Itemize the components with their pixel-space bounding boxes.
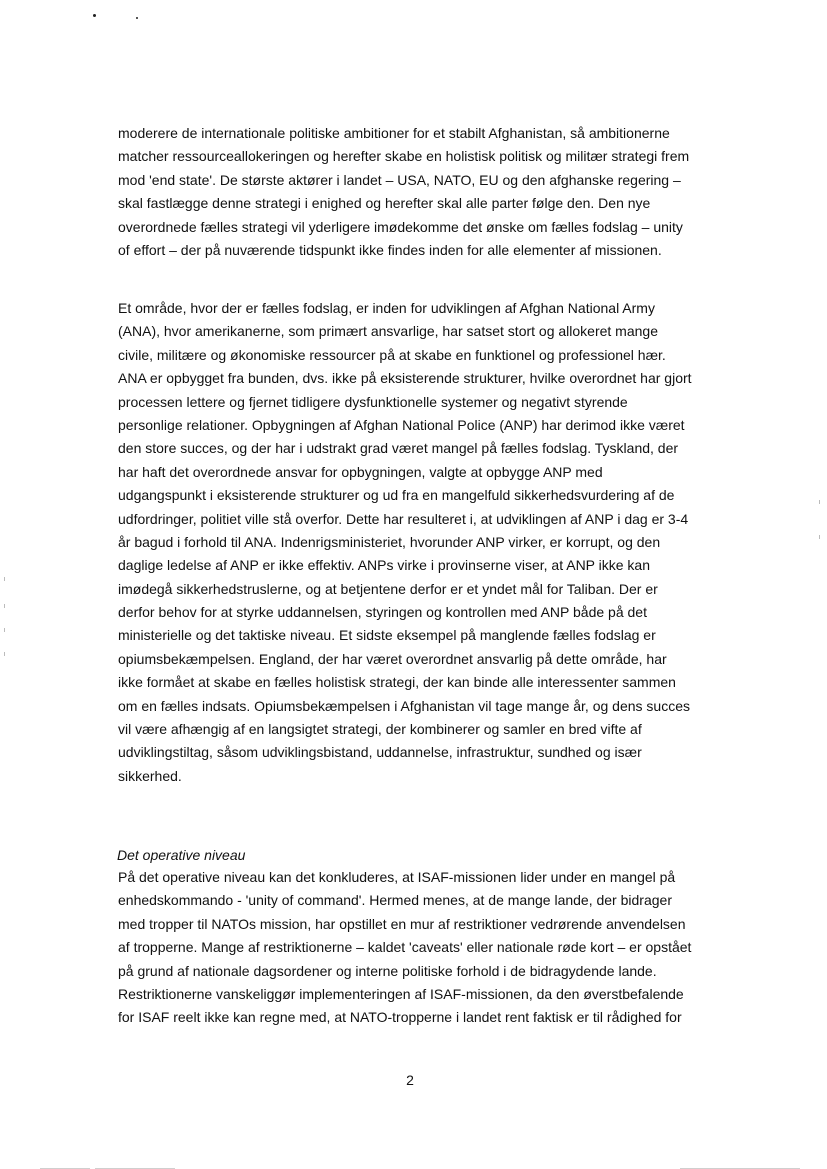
paragraph-1 xyxy=(118,122,718,262)
text-line: udviklingstiltag, såsom udviklingsbistand, uddannelse, infrastruktur, sundhed og især xyxy=(118,744,642,761)
text-line: af tropperne. Mange af restriktionerne – kaldet 'caveats' eller nationale røde kort – er opstået xyxy=(118,939,692,956)
text-line: ANA er opbygget fra bunden, dvs. ikke på eksisterende strukturer, hvilke overordnet har gjort xyxy=(118,370,692,387)
scan-speck xyxy=(93,14,96,17)
text-line: daglige ledelse af ANP er ikke effektiv. ANPs virke i provinserne viser, at ANP ikke kan xyxy=(118,557,651,574)
text-line: udgangspunkt i eksisterende strukturer og ud fra en mangelfuld sikkerhedsvurdering af de xyxy=(118,487,675,504)
text-line: sikkerhed. xyxy=(118,767,182,784)
text-line: på grund af nationale dagsordener og interne politiske forhold i de bidragydende lande. xyxy=(118,962,657,979)
text-line: moderere de internationale politiske ambitioner for et stabilt Afghanistan, så ambitionerne xyxy=(118,125,670,141)
text-line: den store succes, og der har i udstrakt grad været mangel på fælles fodslag. Tyskland, der xyxy=(118,440,679,457)
text-line: derfor behov for at styrke uddannelsen, styringen og kontrollen med ANP både på det xyxy=(118,604,647,621)
page-number: 2 xyxy=(406,1072,414,1088)
text-line: med tropper til NATOs mission, har opstillet en mur af restriktioner vedrørende anvendelsen xyxy=(118,915,686,932)
text-line: civile, militære og økonomiske ressourcer på at skabe en funktionel og professionel hær. xyxy=(118,346,666,363)
text-line: personlige relationer. Opbygningen af Afghan National Police (ANP) har derimod ikke været xyxy=(118,416,685,433)
text-line: På det operative niveau kan det konkluderes, at ISAF-missionen lider under en mangel på xyxy=(118,869,676,885)
text-line: overordnede fælles strategi vil yderligere imødekomme det ønske om fælles fodslag – unity xyxy=(118,218,683,235)
text-line: Et område, hvor der er fælles fodslag, er inden for udviklingen af Afghan National Army xyxy=(118,300,655,316)
text-line: matcher ressourceallokeringen og herefter skabe en holistisk politisk og militær strategi frem xyxy=(118,148,690,165)
text-line: ikke formået at skabe en fælles holistisk strategi, der kan binde alle interessenter sammen xyxy=(118,674,676,691)
text-line: om en fælles indsats. Opiumsbekæmpelsen i Afghanistan vil tage mange år, og dens succes xyxy=(118,697,690,714)
text-line: mod 'end state'. De største aktører i landet – USA, NATO, EU og den afghanske regering – xyxy=(118,171,681,188)
text-line: år bagud i forhold til ANA. Indenrigsministeriet, hvorunder ANP virker, er korrupt, og den xyxy=(118,533,661,550)
scan-margin-mark xyxy=(4,577,5,581)
section-heading: Det operative niveau xyxy=(117,847,246,863)
scan-margin-mark xyxy=(4,652,5,656)
text-line: processen lettere og fjernet tidligere dysfunktionelle systemer og negativt styrende xyxy=(118,393,628,410)
text-line: opiumsbekæmpelsen. England, der har været overordnet ansvarlig på dette område, har xyxy=(118,650,667,667)
scan-margin-mark xyxy=(4,628,5,632)
text-line: Restriktionerne vanskeliggør implementeringen af ISAF-missionen, da den øverstbefalende xyxy=(118,985,684,1002)
text-line: vil være afhængig af en langsigtet strategi, der kombinerer og samler en bred vifte af xyxy=(118,721,642,738)
scan-speck xyxy=(136,17,138,19)
text-line: of effort – der på nuværende tidspunkt ikke findes inden for alle elementer af missionen. xyxy=(118,241,662,258)
text-line: enhedskommando - 'unity of command'. Hermed menes, at de mange lande, der bidrager xyxy=(118,892,672,909)
text-line: for ISAF reelt ikke kan regne med, at NATO-tropperne i landet rent faktisk er til rådighed for xyxy=(118,1009,682,1026)
scan-margin-mark xyxy=(819,500,820,504)
text-line: imødegå sikkerhedstruslerne, og at betjentene derfor er et yndet mål for Taliban. Der er xyxy=(118,580,658,597)
text-line: ministerielle og det taktiske niveau. Et sidste eksempel på manglende fælles fodslag er xyxy=(118,627,656,644)
scan-margin-mark xyxy=(4,604,5,608)
text-line: (ANA), hvor amerikanerne, som primært ansvarlige, har satset stort og allokeret mange xyxy=(118,323,658,340)
text-line: skal fastlægge denne strategi i enighed og herefter skal alle parter følge den. Den nye xyxy=(118,195,651,212)
section-paragraph xyxy=(118,866,718,1030)
paragraph-2 xyxy=(118,297,718,788)
scan-margin-mark xyxy=(819,535,820,539)
text-line: udfordringer, politiet ville stå overfor. Dette har resulteret i, at udviklingen af ANP i dag er 3-4 xyxy=(118,510,689,527)
text-line: har haft det overordnede ansvar for opbygningen, valgte at opbygge ANP med xyxy=(118,463,603,480)
